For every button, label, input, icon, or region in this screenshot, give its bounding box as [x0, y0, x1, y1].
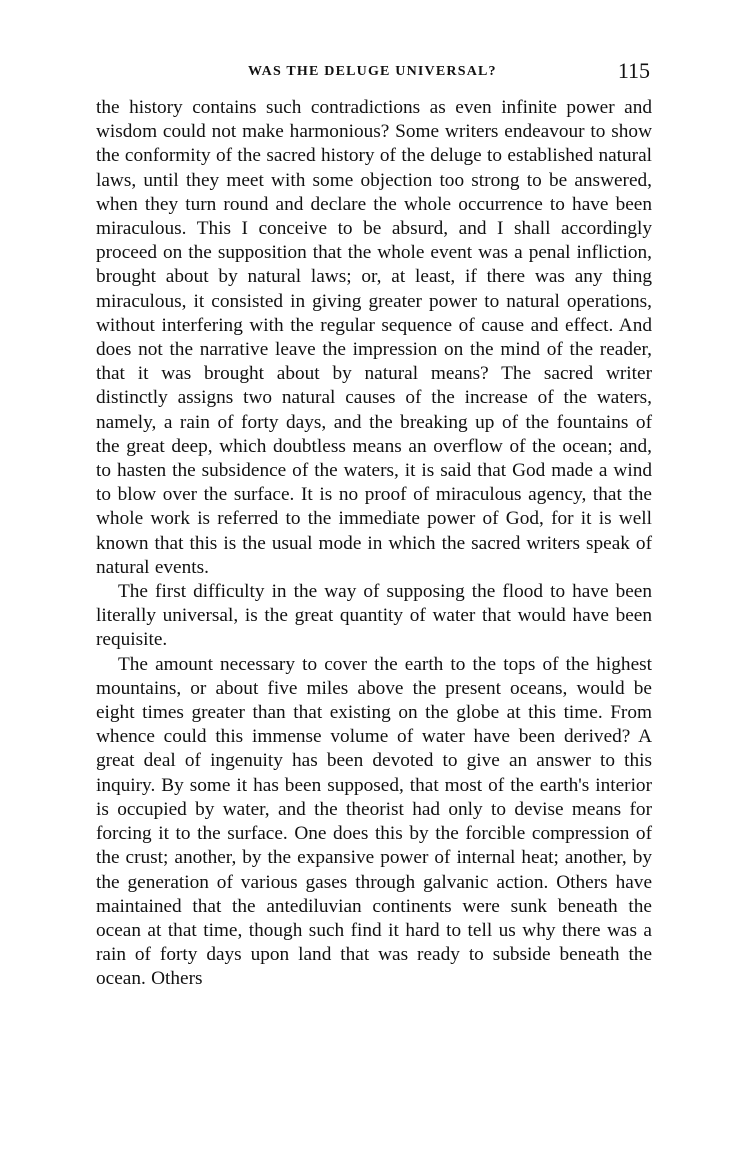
book-page — [96, 58, 652, 992]
paragraph: The first difficulty in the way of supposing the flood to have been literally universal, is the great quantity of water that would have been requisite. — [96, 581, 652, 651]
running-head: WAS THE DELUGE UNIVERSAL? — [248, 64, 497, 79]
page-header — [96, 58, 652, 92]
page-number: 115 — [617, 58, 650, 83]
body-text — [96, 96, 652, 992]
paragraph: The amount necessary to cover the earth to the tops of the highest mountains, or about five miles above the present oceans, would be eight times greater than that existing on the globe at this time. From whence could this immense volume of water have been derived? A great deal of ingenuity has been devoted to give an answer to this inquiry. By some it has been supposed, that most of the earth's interior is occupied by water, and the theorist had only to devise means for forcing it to the surface. One does this by the forcible compression of the crust; another, by the expansive power of internal heat; another, by the generation of various gases through galvanic action. Others have maintained that the antediluvian continents were sunk beneath the ocean at that time, though such find it hard to tell us why there was a rain of forty days upon land that was ready to subside beneath the ocean. Others — [96, 653, 652, 990]
paragraph-continued: the history contains such contradictions as even infinite power and wisdom could not make harmonious? Some writers endeavour to show the conformity of the sacred history of the deluge to established natural laws, until they meet with some objection too strong to be answered, when they turn round and declare the whole occurrence to have been miraculous. This I conceive to be absurd, and I shall accordingly proceed on the supposition that the whole event was a penal infliction, brought about by natural laws; or, at least, if there was any thing miraculous, it consisted in giving greater power to natural operations, without interfering with the regular sequence of cause and effect. And does not the narrative leave the impression on the mind of the reader, that it was brought about by natural means? The sacred writer distinctly assigns two natural causes of the increase of the waters, namely, a rain of forty days, and the breaking up of the fountains of the great deep, which doubtless means an overflow of the ocean; and, to hasten the subsidence of the waters, it is said that God made a wind to blow over the surface. It is no proof of miraculous agency, that the whole work is referred to the immediate power of God, for it is well known that this is the usual mode in which the sacred writers speak of natural events. — [96, 97, 652, 578]
